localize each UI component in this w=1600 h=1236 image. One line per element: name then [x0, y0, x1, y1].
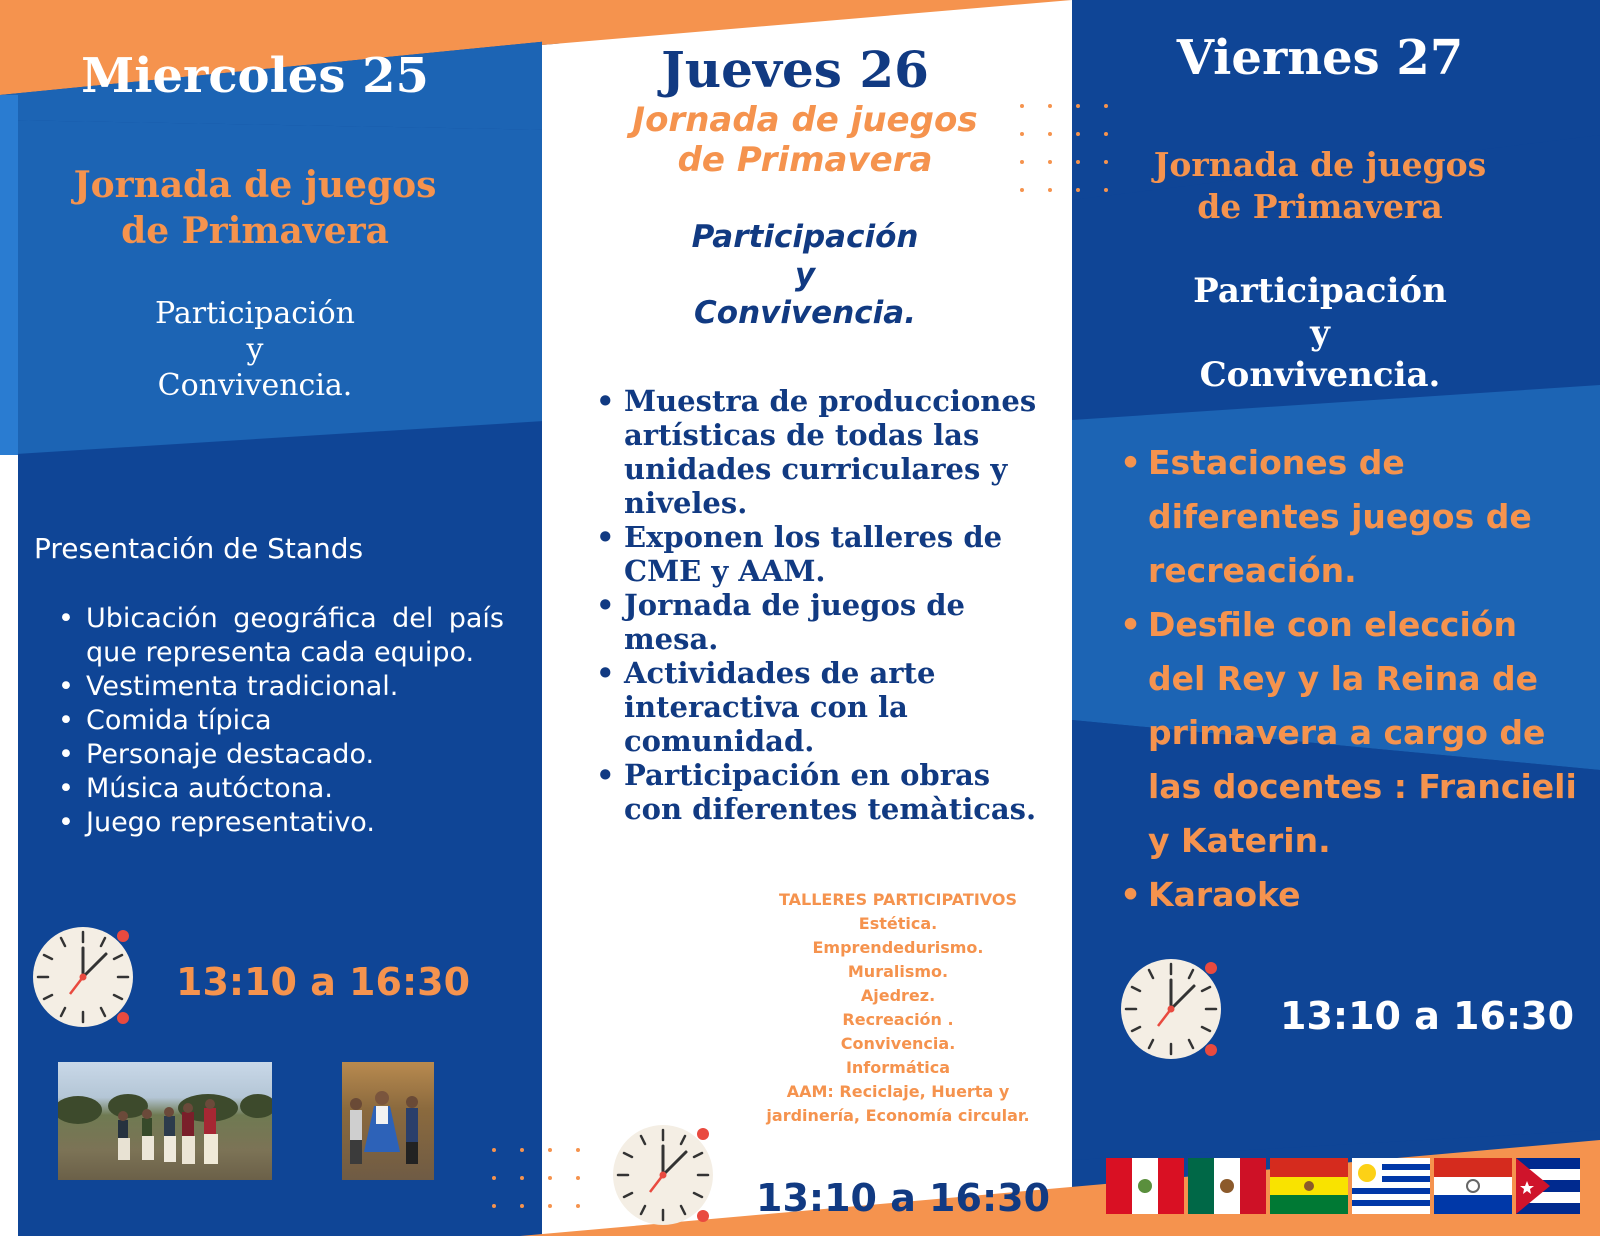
motto-line: Participación — [691, 219, 919, 255]
workshops-heading: TALLERES PARTICIPATIVOS — [778, 890, 1017, 909]
workshop-item: Convivencia. — [840, 1034, 956, 1053]
motto-line: y — [794, 257, 816, 293]
motto — [560, 218, 1050, 332]
list-item: • Comida típica — [52, 704, 504, 738]
workshop-item: AAM: Reciclaje, Huerta y — [786, 1082, 1010, 1101]
activities-list — [1114, 436, 1584, 922]
peru-flag — [1106, 1158, 1184, 1214]
workshop-item: Muralismo. — [847, 962, 949, 981]
list-item: • Estaciones de diferentes juegos de recreación. — [1114, 436, 1584, 598]
event-subtitle — [1100, 144, 1540, 228]
list-item: • Participación en obras con diferentes temàticas. — [590, 758, 1050, 826]
list-item: • Ubicación geográfica del país que representa cada equipo. — [52, 602, 504, 670]
uruguay-flag — [1352, 1158, 1430, 1214]
subtitle-line: de Primavera — [677, 140, 933, 180]
event-subtitle — [40, 162, 470, 254]
motto — [1100, 270, 1540, 396]
motto-line: Convivencia. — [694, 295, 916, 331]
mexico-flag — [1188, 1158, 1266, 1214]
list-item: • Actividades de arte interactiva con la comunidad. — [590, 656, 1050, 758]
workshop-item: Informática — [845, 1058, 951, 1077]
schedule-time: 13:10 a 16:30 — [756, 1176, 1051, 1220]
stands-heading: Presentación de Stands — [34, 532, 364, 565]
stands-list — [52, 602, 504, 840]
workshops-block — [748, 888, 1048, 1128]
workshop-item: Recreación . — [842, 1010, 954, 1029]
event-subtitle — [560, 100, 1050, 180]
day-title: Jueves 26 — [661, 40, 929, 99]
day-title: Miercoles 25 — [81, 48, 429, 104]
day-title: Viernes 27 — [1176, 30, 1464, 86]
alarm-clock-icon — [608, 1120, 718, 1230]
list-item: • Desfile con elección del Rey y la Reina de primavera a cargo de las docentes : Francieli y Katerin. — [1114, 598, 1584, 868]
list-item: • Personaje destacado. — [52, 738, 504, 772]
list-item: • Exponen los talleres de CME y AAM. — [590, 520, 1050, 588]
subtitle-line: de Primavera — [1197, 187, 1443, 226]
subtitle-line: de Primavera — [121, 210, 389, 252]
schedule-time: 13:10 a 16:30 — [176, 960, 471, 1004]
subtitle-line: Jornada de juegos — [632, 100, 978, 140]
subtitle-line: Jornada de juegos — [73, 164, 437, 206]
list-item: • Muestra de producciones artísticas de todas las unidades curriculares y niveles. — [590, 384, 1050, 520]
paraguay-flag — [1434, 1158, 1512, 1214]
motto-line: Convivencia. — [1199, 355, 1441, 395]
alarm-clock-icon — [28, 922, 138, 1032]
bolivia-flag — [1270, 1158, 1348, 1214]
list-item: • Vestimenta tradicional. — [52, 670, 504, 704]
motto-line: Participación — [1193, 271, 1447, 311]
list-item: • Karaoke — [1114, 868, 1584, 922]
motto-line: y — [246, 332, 264, 367]
activities-list — [590, 384, 1050, 826]
workshop-item: Emprendedurismo. — [812, 938, 984, 957]
motto-line: Participación — [155, 296, 355, 331]
list-item: • Juego representativo. — [52, 806, 504, 840]
motto-line: Convivencia. — [157, 368, 353, 403]
list-item: • Música autóctona. — [52, 772, 504, 806]
subtitle-line: Jornada de juegos — [1153, 145, 1487, 184]
traditional-dance-photo — [342, 1062, 434, 1180]
list-item: • Jornada de juegos de mesa. — [590, 588, 1050, 656]
alarm-clock-icon — [1116, 954, 1226, 1064]
workshop-item: jardinería, Economía circular. — [766, 1106, 1030, 1125]
motto-line: y — [1310, 313, 1330, 353]
motto — [40, 296, 470, 404]
sack-race-photo — [58, 1062, 272, 1180]
cuba-flag — [1516, 1158, 1580, 1214]
workshop-item: Ajedrez. — [860, 986, 936, 1005]
workshop-item: Estética. — [858, 914, 938, 933]
schedule-time: 13:10 a 16:30 — [1280, 994, 1575, 1038]
